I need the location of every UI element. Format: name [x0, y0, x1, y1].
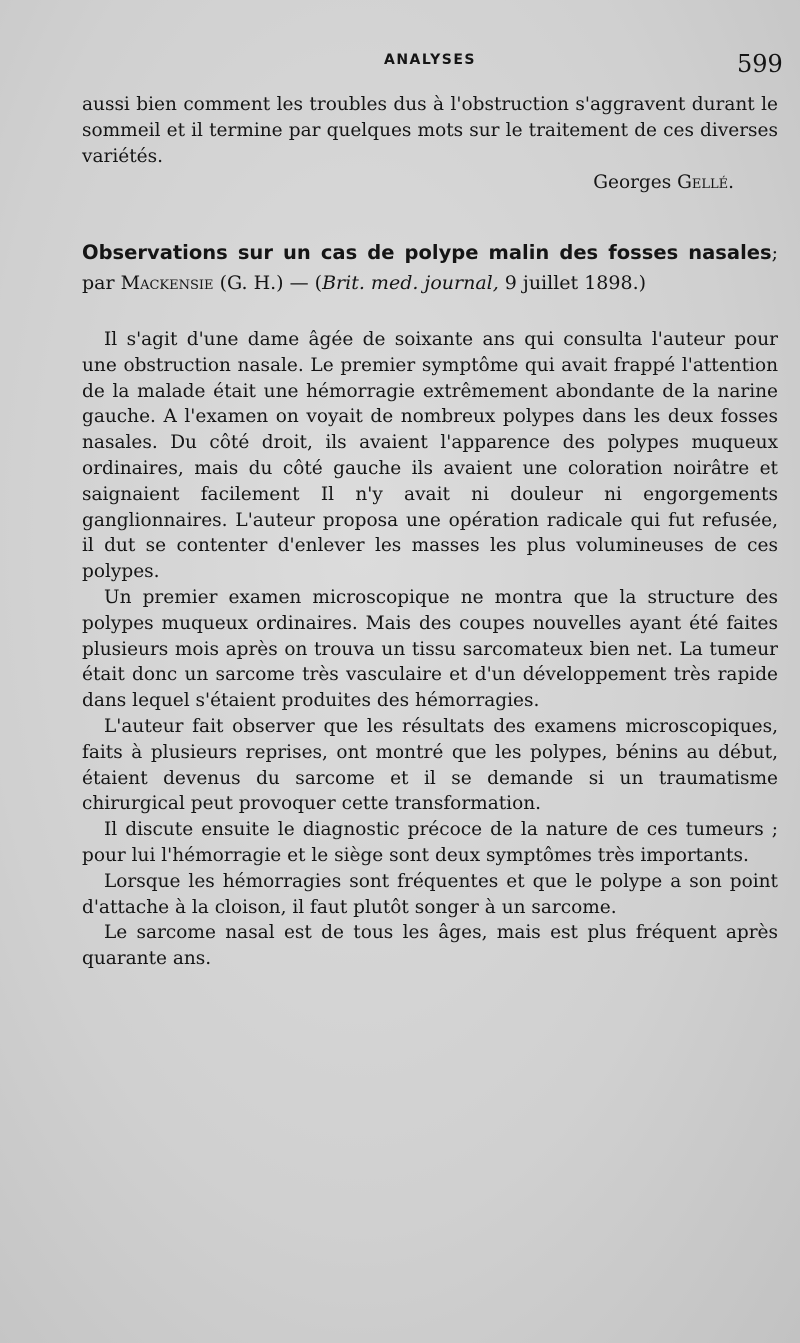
- page-number: 599: [737, 50, 783, 78]
- intro-text: aussi bien comment les troubles dus à l'obstruction s'aggravent durant le sommeil et il termine par quelques mots sur le traitement de ces diverses variétés.: [82, 94, 778, 167]
- article-body: [82, 327, 778, 972]
- signature: [593, 172, 734, 193]
- article-title: [82, 238, 778, 298]
- article-author-initials: (G. H.): [213, 272, 284, 294]
- signature-last-name: Gellé.: [677, 172, 734, 193]
- body-paragraph: Il s'agit d'une dame âgée de soixante ans qui consulta l'auteur pour une obstruction nasale. Le premier symptôme qui avait frappé l'attention de la malade était une hémorragie extrêmement abondante de la narine gauche. A l'examen on voyait de nombreux polypes dans les deux fosses nasales. Du côté droit, ils avaient l'apparence des polypes muqueux ordinaires, mais du côté gauche ils avaient une coloration noirâtre et saignaient facilement Il n'y avait ni douleur ni engorgements ganglionnaires. L'auteur proposa une opération radicale qui fut refusée, il dut se contenter d'enlever les masses les plus volumineuses de ces polypes.: [82, 329, 778, 583]
- body-paragraph: L'auteur fait observer que les résultats des examens microscopiques, faits à plusieurs reprises, ont montré que les polypes, bénins au début, étaient devenus du sarcome et il se demande si un traumatisme chirurgical peut provoquer cette transformation.: [82, 715, 778, 815]
- article-date: 9 juillet 1898.): [498, 272, 647, 294]
- article-ref-dash: — (: [283, 272, 323, 294]
- body-paragraph: Le sarcome nasal est de tous les âges, mais est plus fréquent après quarante ans.: [82, 922, 778, 970]
- body-paragraph: Il discute ensuite le diagnostic précoce de la nature de ces tumeurs ; pour lui l'hémorragie et le siège sont deux symptômes très importants.: [82, 819, 778, 866]
- intro-paragraph: [82, 92, 778, 169]
- body-paragraph: Un premier examen microscopique ne montra que la structure des polypes muqueux ordinaires. Mais des coupes nouvelles ayant été faites plusieurs mois après on trouva un tissu sarcomateux bien net. La tumeur était donc un sarcome très vasculaire et d'un développement très rapide dans lequel s'étaient produites des hémorragies.: [82, 586, 778, 712]
- signature-first-name: Georges: [593, 172, 678, 193]
- article-title-separator: ; par: [82, 242, 778, 294]
- article-author: Mackensie: [120, 272, 214, 294]
- article-title-main: Observations sur un cas de polype malin des fosses nasales: [82, 241, 772, 264]
- running-header: ANALYSES: [384, 52, 476, 68]
- article-journal: Brit. med. journal,: [322, 272, 499, 294]
- body-paragraph: Lorsque les hémorragies sont fréquentes et que le polype a son point d'attache à la cloison, il faut plutôt songer à un sarcome.: [82, 870, 778, 918]
